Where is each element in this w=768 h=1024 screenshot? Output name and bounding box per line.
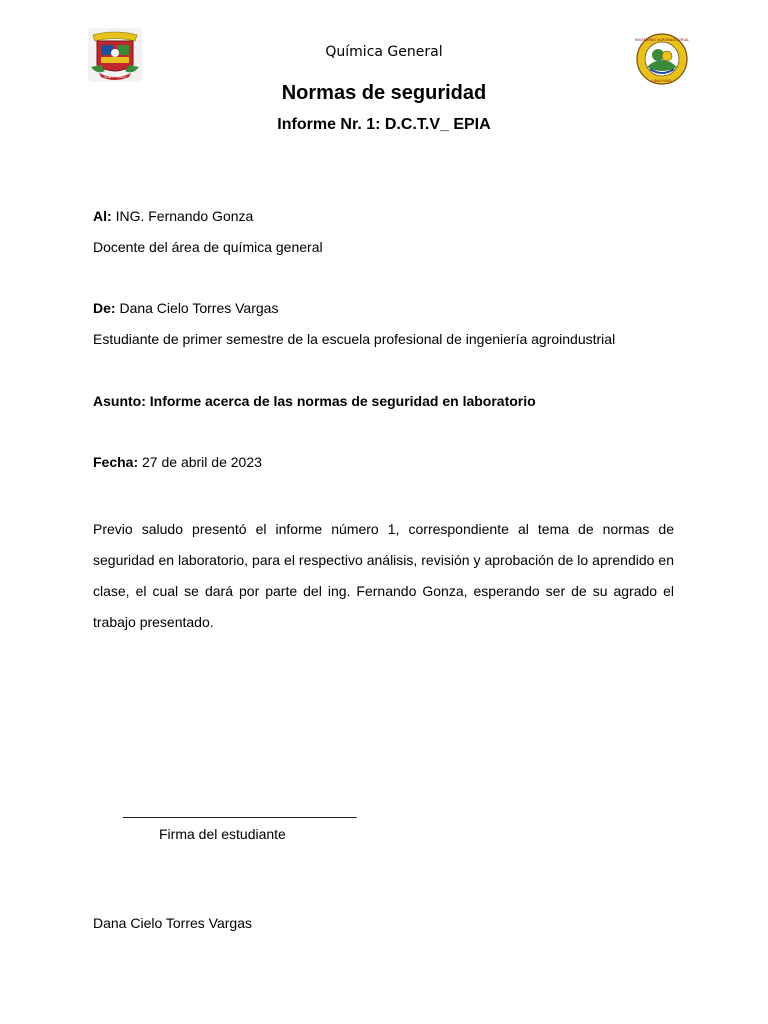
body-paragraph: Previo saludo presentó el informe número 1, correspondiente al tema de normas de seguridad en laboratorio, para el respectivo análisis, revisión y aprobación de lo aprendido en clase, el cual se dará por parte del ing. Fernando Gonza, esperando ser de su agrado el trabajo presentado. <box>93 521 674 630</box>
recipient-line <box>93 208 253 224</box>
signature-label: Firma del estudiante <box>159 826 286 842</box>
sender-role: Estudiante de primer semestre de la escuela profesional de ingeniería agroindustrial <box>93 331 616 347</box>
crest-caption: UNA PUNO <box>104 74 126 79</box>
signature-line: ______________________________ <box>123 802 357 818</box>
faculty-seal-logo <box>634 33 690 85</box>
subject-label: Asunto: <box>93 393 146 409</box>
signature-name: Dana Cielo Torres Vargas <box>93 915 253 931</box>
document-subtitle: Informe Nr. 1: D.C.T.V_ EPIA <box>277 116 491 133</box>
document-title: Normas de seguridad <box>281 82 487 104</box>
recipient-name: ING. Fernando Gonza <box>115 208 254 224</box>
sender-name: Dana Cielo Torres Vargas <box>119 300 279 316</box>
sender-label: De: <box>93 300 116 316</box>
recipient-label: Al: <box>93 208 112 224</box>
recipient-role: Docente del área de química general <box>93 239 323 255</box>
seal-bottom-caption: UNA PUNO <box>652 79 672 83</box>
date-label: Fecha: <box>93 454 139 470</box>
subject-text: Informe acerca de las normas de seguridad en laboratorio <box>149 393 536 409</box>
subject-line <box>93 393 536 409</box>
header-course-name: Química General <box>325 44 443 60</box>
date-line <box>93 454 262 470</box>
date-value: 27 de abril de 2023 <box>142 454 262 470</box>
seal-caption: INGENIERIA AGROINDUSTRIAL <box>634 38 690 42</box>
sender-line <box>93 300 278 316</box>
